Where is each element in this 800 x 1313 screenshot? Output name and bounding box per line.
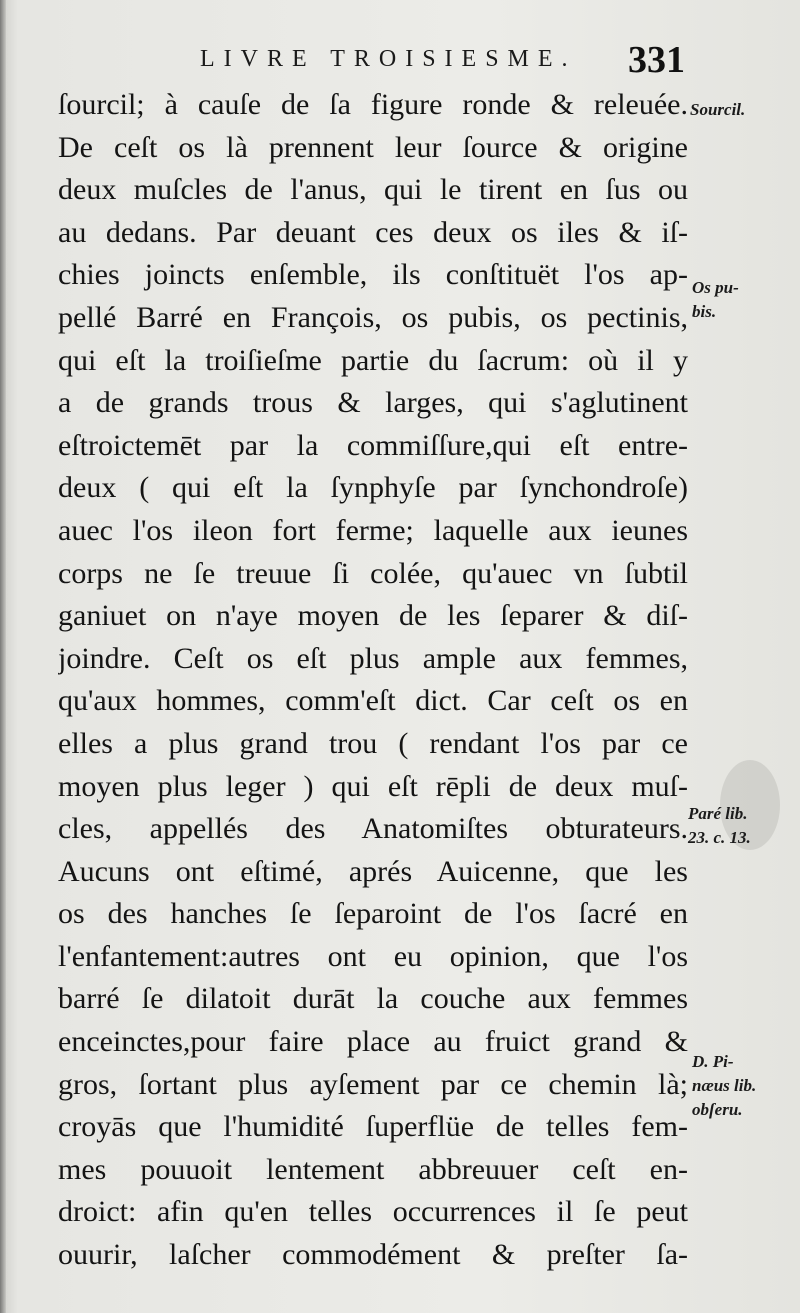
- text-line: De ceſt os là prennent leur ſource & origine: [58, 130, 688, 164]
- text-line: elles a plus grand trou ( rendant l'os par ce: [58, 726, 688, 760]
- running-head: LIVRE TROISIESME.: [200, 46, 577, 72]
- text-line: corps ne ſe treuue ſi colée, qu'auec vn ſubtil: [58, 556, 688, 590]
- margin-note-pineus: [692, 1050, 756, 1122]
- margin-note-os-pubis: [692, 276, 739, 324]
- page-header: [200, 39, 685, 82]
- text-line: pellé Barré en François, os pubis, os pectinis,: [58, 300, 688, 334]
- text-line: au dedans. Par deuant ces deux os iles & iſ-: [58, 215, 688, 249]
- text-line: l'enfantement:autres ont eu opinion, que l'os: [58, 939, 688, 973]
- margin-note-sourcil: [690, 98, 745, 122]
- text-line: cles, appellés des Anatomiſtes obturateurs.: [58, 812, 688, 846]
- margin-note-pineus-line-2: næus lib.: [692, 1076, 757, 1095]
- text-line: gros, ſortant plus ayſement par ce chemin là;: [58, 1067, 688, 1101]
- text-line: chies joincts enſemble, ils conſtituët l'os ap-: [58, 258, 688, 292]
- text-line: droict: afin qu'en telles occurrences il ſe peut: [58, 1195, 688, 1229]
- text-line: qui eſt la troiſieſme partie du ſacrum: où il y: [58, 343, 688, 377]
- text-line: a de grands trous & larges, qui s'aglutinent: [58, 386, 688, 420]
- margin-note-os-pubis-line-1: Os pu-: [692, 278, 739, 297]
- margin-note-os-pubis-line-2: bis.: [692, 302, 717, 321]
- text-line: eſtroictemēt par la commiſſure,qui eſt entre-: [58, 428, 688, 462]
- margin-note-pineus-line-1: D. Pi-: [692, 1052, 734, 1071]
- page-number: 331: [628, 39, 685, 81]
- body-text: [58, 84, 688, 1277]
- text-line: os des hanches ſe ſeparoint de l'os ſacré en: [58, 897, 688, 931]
- text-line: moyen plus leger ) qui eſt rēpli de deux muſ-: [58, 769, 688, 803]
- text-line: auec l'os ileon fort ferme; laquelle aux ieunes: [58, 513, 688, 547]
- text-line: barré ſe dilatoit durāt la couche aux femmes: [58, 982, 688, 1016]
- text-line: deux ( qui eſt la ſynphyſe par ſynchondroſe): [58, 471, 688, 505]
- text-line: ganiuet on n'aye moyen de les ſeparer & diſ-: [58, 599, 688, 633]
- margin-note-sourcil-text: Sourcil.: [690, 100, 746, 119]
- text-line: ſourcil; à cauſe de ſa figure ronde & releuée.: [58, 88, 688, 121]
- text-line: mes pouuoit lentement abbreuuer ceſt en-: [58, 1152, 688, 1186]
- text-line: croyās que l'humidité ſuperflüe de telles fem-: [58, 1110, 688, 1144]
- margin-note-pare-line-1: Paré lib.: [688, 804, 748, 823]
- text-line: enceinctes,pour faire place au fruict grand &: [58, 1025, 688, 1059]
- text-line: deux muſcles de l'anus, qui le tirent en ſus ou: [58, 173, 688, 207]
- text-line: joindre. Ceſt os eſt plus ample aux femmes,: [58, 641, 688, 675]
- text-line: qu'aux hommes, comm'eſt dict. Car ceſt os en: [58, 684, 688, 718]
- margin-note-pare: [688, 802, 751, 850]
- margin-note-pineus-line-3: obſeru.: [692, 1100, 743, 1119]
- margin-note-pare-line-2: 23. c. 13.: [688, 828, 751, 847]
- text-line: ouurir, laſcher commodément & preſter ſa-: [58, 1238, 688, 1272]
- page-gutter-shadow: [0, 0, 6, 1313]
- text-line: Aucuns ont eſtimé, aprés Auicenne, que les: [58, 854, 688, 888]
